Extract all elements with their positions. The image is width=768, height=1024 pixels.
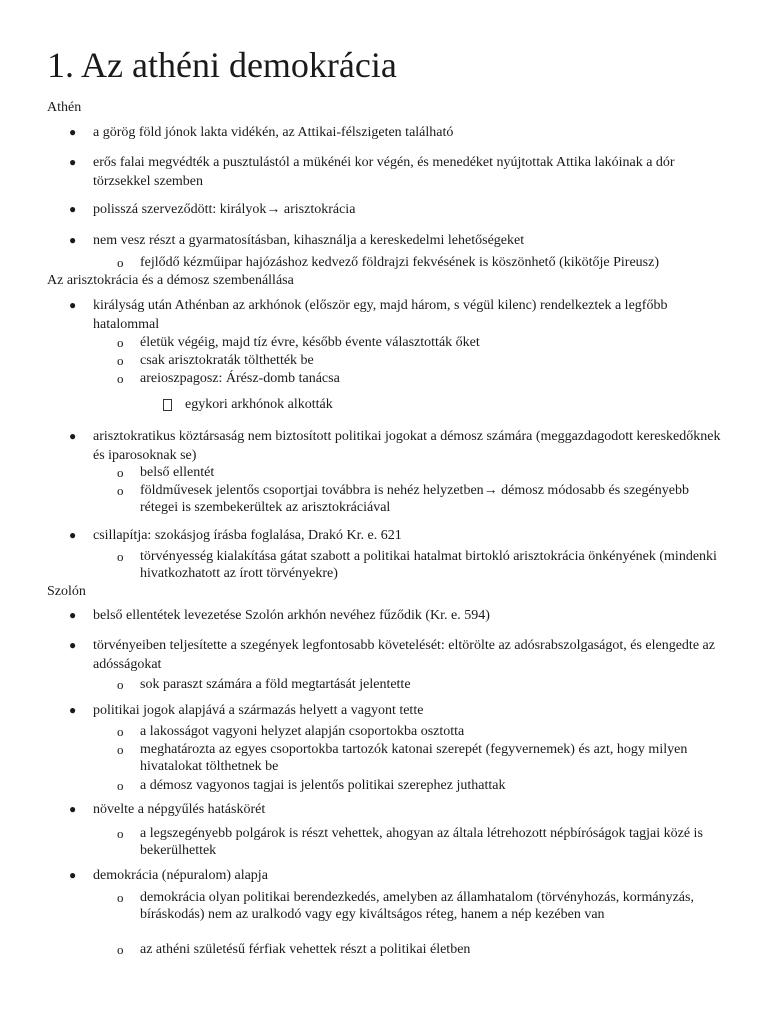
bullet-icon: ● [69, 429, 77, 443]
circle-bullet-icon: o [117, 890, 124, 905]
sub-list-item: fejlődő kézműipar hajózáshoz kedvező földrajzi fekvésének is köszönhető (kikötője Pireusz) [140, 255, 659, 270]
bullet-icon: ● [69, 125, 77, 139]
bullet-icon: ● [69, 703, 77, 717]
section-heading-szolon: Szolón [47, 584, 86, 599]
sub-list-item: sok paraszt számára a föld megtartását jelentette [140, 677, 411, 692]
list-item: erős falai megvédték a pusztulástól a mükénéi kor végén, és menedéket nyújtottak Attika lakóinak a dór törzsekkel szemben [93, 155, 675, 189]
circle-bullet-icon: o [117, 742, 124, 757]
circle-bullet-icon: o [117, 942, 124, 957]
list-item: politikai jogok alapjává a származás helyett a vagyont tette [93, 703, 424, 718]
list-item: királyság után Athénban az arkhónok (először egy, majd három, s végül kilenc) rendelkeztek a legfőbb hatalommal [93, 298, 668, 332]
box-bullet-icon [163, 395, 172, 418]
bullet-icon: ● [69, 868, 77, 882]
list-item: növelte a népgyűlés hatáskörét [93, 802, 266, 817]
list-item: belső ellentétek levezetése Szolón arkhón nevéhez fűződik (Kr. e. 594) [93, 608, 490, 623]
sub-list-item: a legszegényebb polgárok is részt vehettek, ahogyan az általa létrehozott népbíróságok tagjai közé is bekerülhettek [140, 826, 703, 858]
circle-bullet-icon: o [117, 335, 124, 350]
sub-list-item: törvényesség kialakítása gátat szabott a politikai hatalmat birtokló arisztokrácia önkényének (mindenki hivatkozhatott az írott törvényekre) [140, 549, 717, 581]
section-heading-athen: Athén [47, 100, 82, 115]
list-item: polisszá szerveződött: királyok→ arisztokrácia [93, 202, 356, 217]
circle-bullet-icon: o [117, 778, 124, 793]
bullet-icon: ● [69, 202, 77, 216]
sub-list-item: belső ellentét [140, 465, 215, 480]
circle-bullet-icon: o [117, 353, 124, 368]
circle-bullet-icon: o [117, 483, 124, 498]
sub-list-item: életük végéig, majd tíz évre, később évente választották őket [140, 335, 480, 350]
bullet-icon: ● [69, 802, 77, 816]
bullet-icon: ● [69, 638, 77, 652]
circle-bullet-icon: o [117, 724, 124, 739]
circle-bullet-icon: o [117, 465, 124, 480]
list-item: a görög föld jónok lakta vidékén, az Attikai-félszigeten található [93, 125, 454, 140]
sub-sub-list-item: egykori arkhónok alkották [185, 397, 333, 412]
circle-bullet-icon: o [117, 677, 124, 692]
sub-list-item: demokrácia olyan politikai berendezkedés, amelyben az államhatalom (törvényhozás, kormányzás, bíráskodás) nem az uralkodó vagy egy kiváltságos réteg, hanem a nép kezében van [140, 890, 694, 922]
sub-list-item: földművesek jelentős csoportjai továbbra is nehéz helyzetben→ démosz módosabb és szegényebb rétegei is szembekerültek az arisztokráciával [140, 483, 689, 515]
list-item: nem vesz részt a gyarmatosításban, kihasználja a kereskedelmi lehetőségeket [93, 233, 525, 248]
circle-bullet-icon: o [117, 371, 124, 386]
bullet-icon: ● [69, 528, 77, 542]
bullet-icon: ● [69, 233, 77, 247]
circle-bullet-icon: o [117, 255, 124, 270]
list-item: arisztokratikus köztársaság nem biztosított politikai jogokat a démosz számára (meggazdagodott kereskedőknek és iparosoknak se) [93, 429, 721, 463]
bullet-icon: ● [69, 298, 77, 312]
sub-list-item: csak arisztokraták tölthették be [140, 353, 314, 368]
circle-bullet-icon: o [117, 549, 124, 564]
sub-list-item: areioszpagosz: Árész-domb tanácsa [140, 371, 340, 386]
sub-list-item: a démosz vagyonos tagjai is jelentős politikai szerephez juthattak [140, 778, 506, 793]
sub-list-item: meghatározta az egyes csoportokba tartozók katonai szerepét (fegyvernemek) és azt, hogy milyen hivatalokat tölthetnek be [140, 742, 688, 774]
list-item: csillapítja: szokásjog írásba foglalása, Drakó Kr. e. 621 [93, 528, 402, 543]
bullet-icon: ● [69, 608, 77, 622]
sub-list-item: az athéni születésű férfiak vehettek részt a politikai életben [140, 942, 471, 957]
section-heading-arisztokracia: Az arisztokrácia és a démosz szembenállása [47, 273, 294, 288]
list-item: törvényeiben teljesítette a szegények legfontosabb követelését: eltörölte az adósrabszolgaságot, és elengedte az adósságokat [93, 638, 715, 672]
sub-list-item: a lakosságot vagyoni helyzet alapján csoportokba osztotta [140, 724, 465, 739]
circle-bullet-icon: o [117, 826, 124, 841]
list-item: demokrácia (népuralom) alapja [93, 868, 268, 883]
bullet-icon: ● [69, 155, 77, 169]
page-title: 1. Az athéni demokrácia [47, 45, 397, 85]
